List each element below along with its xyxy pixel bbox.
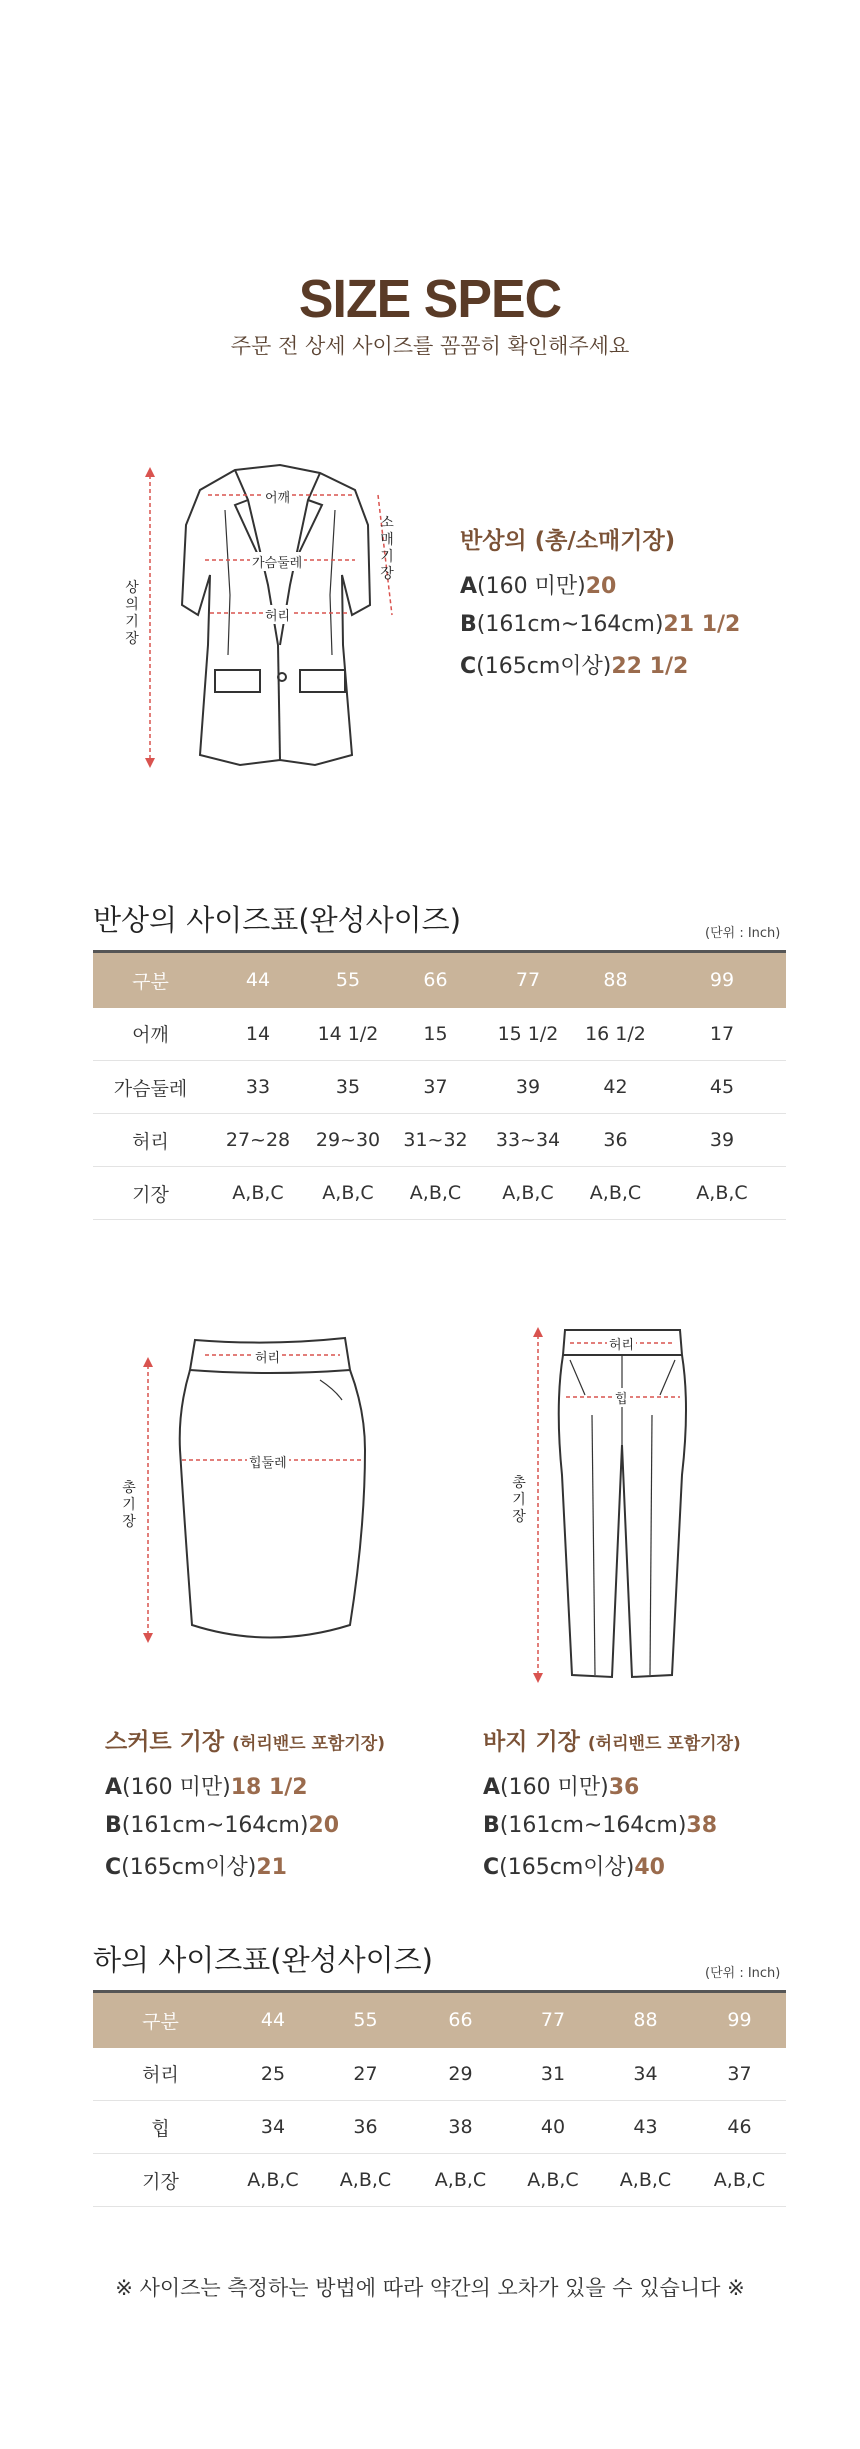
bottom-table-unit: (단위 : Inch) [705, 1966, 781, 1981]
jacket-waist-label: 허리 [263, 605, 292, 624]
skirt-hip-label: 힙둘레 [247, 1452, 289, 1471]
table-cell: 16 1/2 [573, 1008, 658, 1061]
table-cell: 15 [388, 1008, 483, 1061]
header-cell: 77 [540, 2009, 566, 2032]
pants-hip-label: 힙 [613, 1388, 630, 1407]
jacket-spec-c: C(165cm이상)22 1/2 [460, 654, 689, 679]
table-cell: 기장 [93, 2154, 228, 2207]
footer-note: ※ 사이즈는 측정하는 방법에 따라 약간의 오차가 있을 수 있습니다 ※ [115, 2276, 745, 2300]
table-cell: 31~32 [388, 1114, 483, 1167]
table-cell: 43 [598, 2101, 693, 2154]
table-cell: 42 [573, 1061, 658, 1114]
header-cell: 77 [515, 969, 541, 992]
pants-spec-b: B(161cm~164cm)38 [483, 1813, 718, 1838]
skirt-spec-c: C(165cm이상)21 [105, 1855, 287, 1880]
table-cell: 기장 [93, 1167, 208, 1220]
table-cell: A,B,C [228, 2154, 318, 2207]
jacket-illustration [125, 455, 410, 775]
table-cell: A,B,C [388, 1167, 483, 1220]
table-cell: 허리 [93, 2048, 228, 2101]
header-cell: 88 [633, 2009, 658, 2032]
pants-spec-title: 바지 기장 (허리밴드 포함기장) [483, 1729, 741, 1755]
table-cell: A,B,C [413, 2154, 508, 2207]
table-cell: 29 [413, 2048, 508, 2101]
table-row [93, 1114, 786, 1167]
table-cell: 힙 [93, 2101, 228, 2154]
table-cell: A,B,C [693, 2154, 786, 2207]
table-cell: 36 [318, 2101, 413, 2154]
page-subtitle: 주문 전 상세 사이즈를 꼼꼼히 확인해주세요 [230, 334, 630, 358]
jacket-spec-title: 반상의 (총/소매기장) [460, 528, 676, 554]
table-cell: 40 [508, 2101, 598, 2154]
jacket-spec [460, 522, 740, 692]
pants-length-label: 총 기 장 [512, 1475, 526, 1525]
jacket-shoulder-label: 어깨 [263, 487, 292, 506]
table-cell: 14 1/2 [308, 1008, 388, 1061]
top-table-title: 반상의 사이즈표(완성사이즈) [93, 903, 462, 937]
table-cell: 39 [483, 1061, 573, 1114]
header-cell: 55 [353, 2009, 378, 2032]
table-cell: A,B,C [573, 1167, 658, 1220]
header-cell: 44 [245, 969, 271, 992]
bottom-table-title: 하의 사이즈표(완성사이즈) [93, 1943, 434, 1977]
table-cell: 29~30 [308, 1114, 388, 1167]
header-cell: 99 [709, 969, 735, 992]
jacket-spec-b: B(161cm~164cm)21 1/2 [460, 612, 741, 637]
header-cell: 구분 [142, 2010, 179, 2033]
table-cell: 15 1/2 [483, 1008, 573, 1061]
top-table-header [93, 952, 786, 1008]
skirt-drawing [120, 1330, 410, 1680]
pants-drawing [510, 1315, 730, 1705]
table-cell: 34 [598, 2048, 693, 2101]
table-cell: 17 [658, 1008, 786, 1061]
skirt-length-label: 총 기 장 [122, 1480, 136, 1530]
header-cell: 88 [603, 969, 628, 992]
jacket-spec-a: A(160 미만)20 [460, 574, 617, 599]
bottom-table-header [93, 1992, 786, 2048]
pants-spec-c: C(165cm이상)40 [483, 1855, 665, 1880]
table-cell: 38 [413, 2101, 508, 2154]
table-cell: 27~28 [208, 1114, 308, 1167]
skirt-spec-a: A(160 미만)18 1/2 [105, 1775, 308, 1800]
table-cell: 39 [658, 1114, 786, 1167]
jacket-length-label: 상 의 기 장 [125, 580, 139, 647]
pants-spec-a: A(160 미만)36 [483, 1775, 640, 1800]
top-size-table [93, 950, 786, 1220]
table-cell: 14 [208, 1008, 308, 1061]
bottom-size-table [93, 1990, 786, 2207]
skirt-spec-b: B(161cm~164cm)20 [105, 1813, 340, 1838]
pants-waist-label: 허리 [607, 1334, 636, 1353]
table-row [93, 2048, 786, 2101]
table-cell: A,B,C [508, 2154, 598, 2207]
table-cell: A,B,C [208, 1167, 308, 1220]
table-cell: A,B,C [318, 2154, 413, 2207]
table-cell: 37 [693, 2048, 786, 2101]
header-cell: 66 [448, 2009, 473, 2032]
table-cell: 가슴둘레 [93, 1061, 208, 1114]
table-row [93, 2154, 786, 2207]
table-row [93, 2101, 786, 2154]
table-cell: 46 [693, 2101, 786, 2154]
header-cell: 구분 [132, 970, 169, 993]
table-cell: 허리 [93, 1114, 208, 1167]
table-cell: 34 [228, 2101, 318, 2154]
table-cell: 27 [318, 2048, 413, 2101]
table-cell: A,B,C [598, 2154, 693, 2207]
skirt-spec-title: 스커트 기장 (허리밴드 포함기장) [105, 1729, 385, 1755]
table-cell: 35 [308, 1061, 388, 1114]
top-table-unit: (단위 : Inch) [705, 926, 781, 941]
table-cell: 33~34 [483, 1114, 573, 1167]
table-cell: 36 [573, 1114, 658, 1167]
header-cell: 99 [727, 2009, 752, 2032]
table-cell: 25 [228, 2048, 318, 2101]
pants-illustration [510, 1315, 730, 1705]
table-cell: 45 [658, 1061, 786, 1114]
table-cell: A,B,C [483, 1167, 573, 1220]
skirt-spec [105, 1723, 385, 1893]
skirt-illustration [120, 1330, 410, 1680]
table-row [93, 1061, 786, 1114]
table-row [93, 1167, 786, 1220]
table-cell: 어깨 [93, 1008, 208, 1061]
page-title: SIZE SPEC [298, 269, 562, 329]
table-cell: 33 [208, 1061, 308, 1114]
pants-spec [483, 1723, 741, 1893]
header-cell: 55 [335, 969, 361, 992]
jacket-sleeve-label: 소 매 기 장 [380, 515, 394, 582]
table-row [93, 1008, 786, 1061]
skirt-waist-label: 허리 [253, 1347, 282, 1366]
table-cell: A,B,C [308, 1167, 388, 1220]
table-cell: 37 [388, 1061, 483, 1114]
jacket-chest-label: 가슴둘레 [250, 552, 304, 571]
header-cell: 44 [260, 2009, 286, 2032]
header-cell: 66 [423, 969, 448, 992]
table-cell: 31 [508, 2048, 598, 2101]
table-cell: A,B,C [658, 1167, 786, 1220]
